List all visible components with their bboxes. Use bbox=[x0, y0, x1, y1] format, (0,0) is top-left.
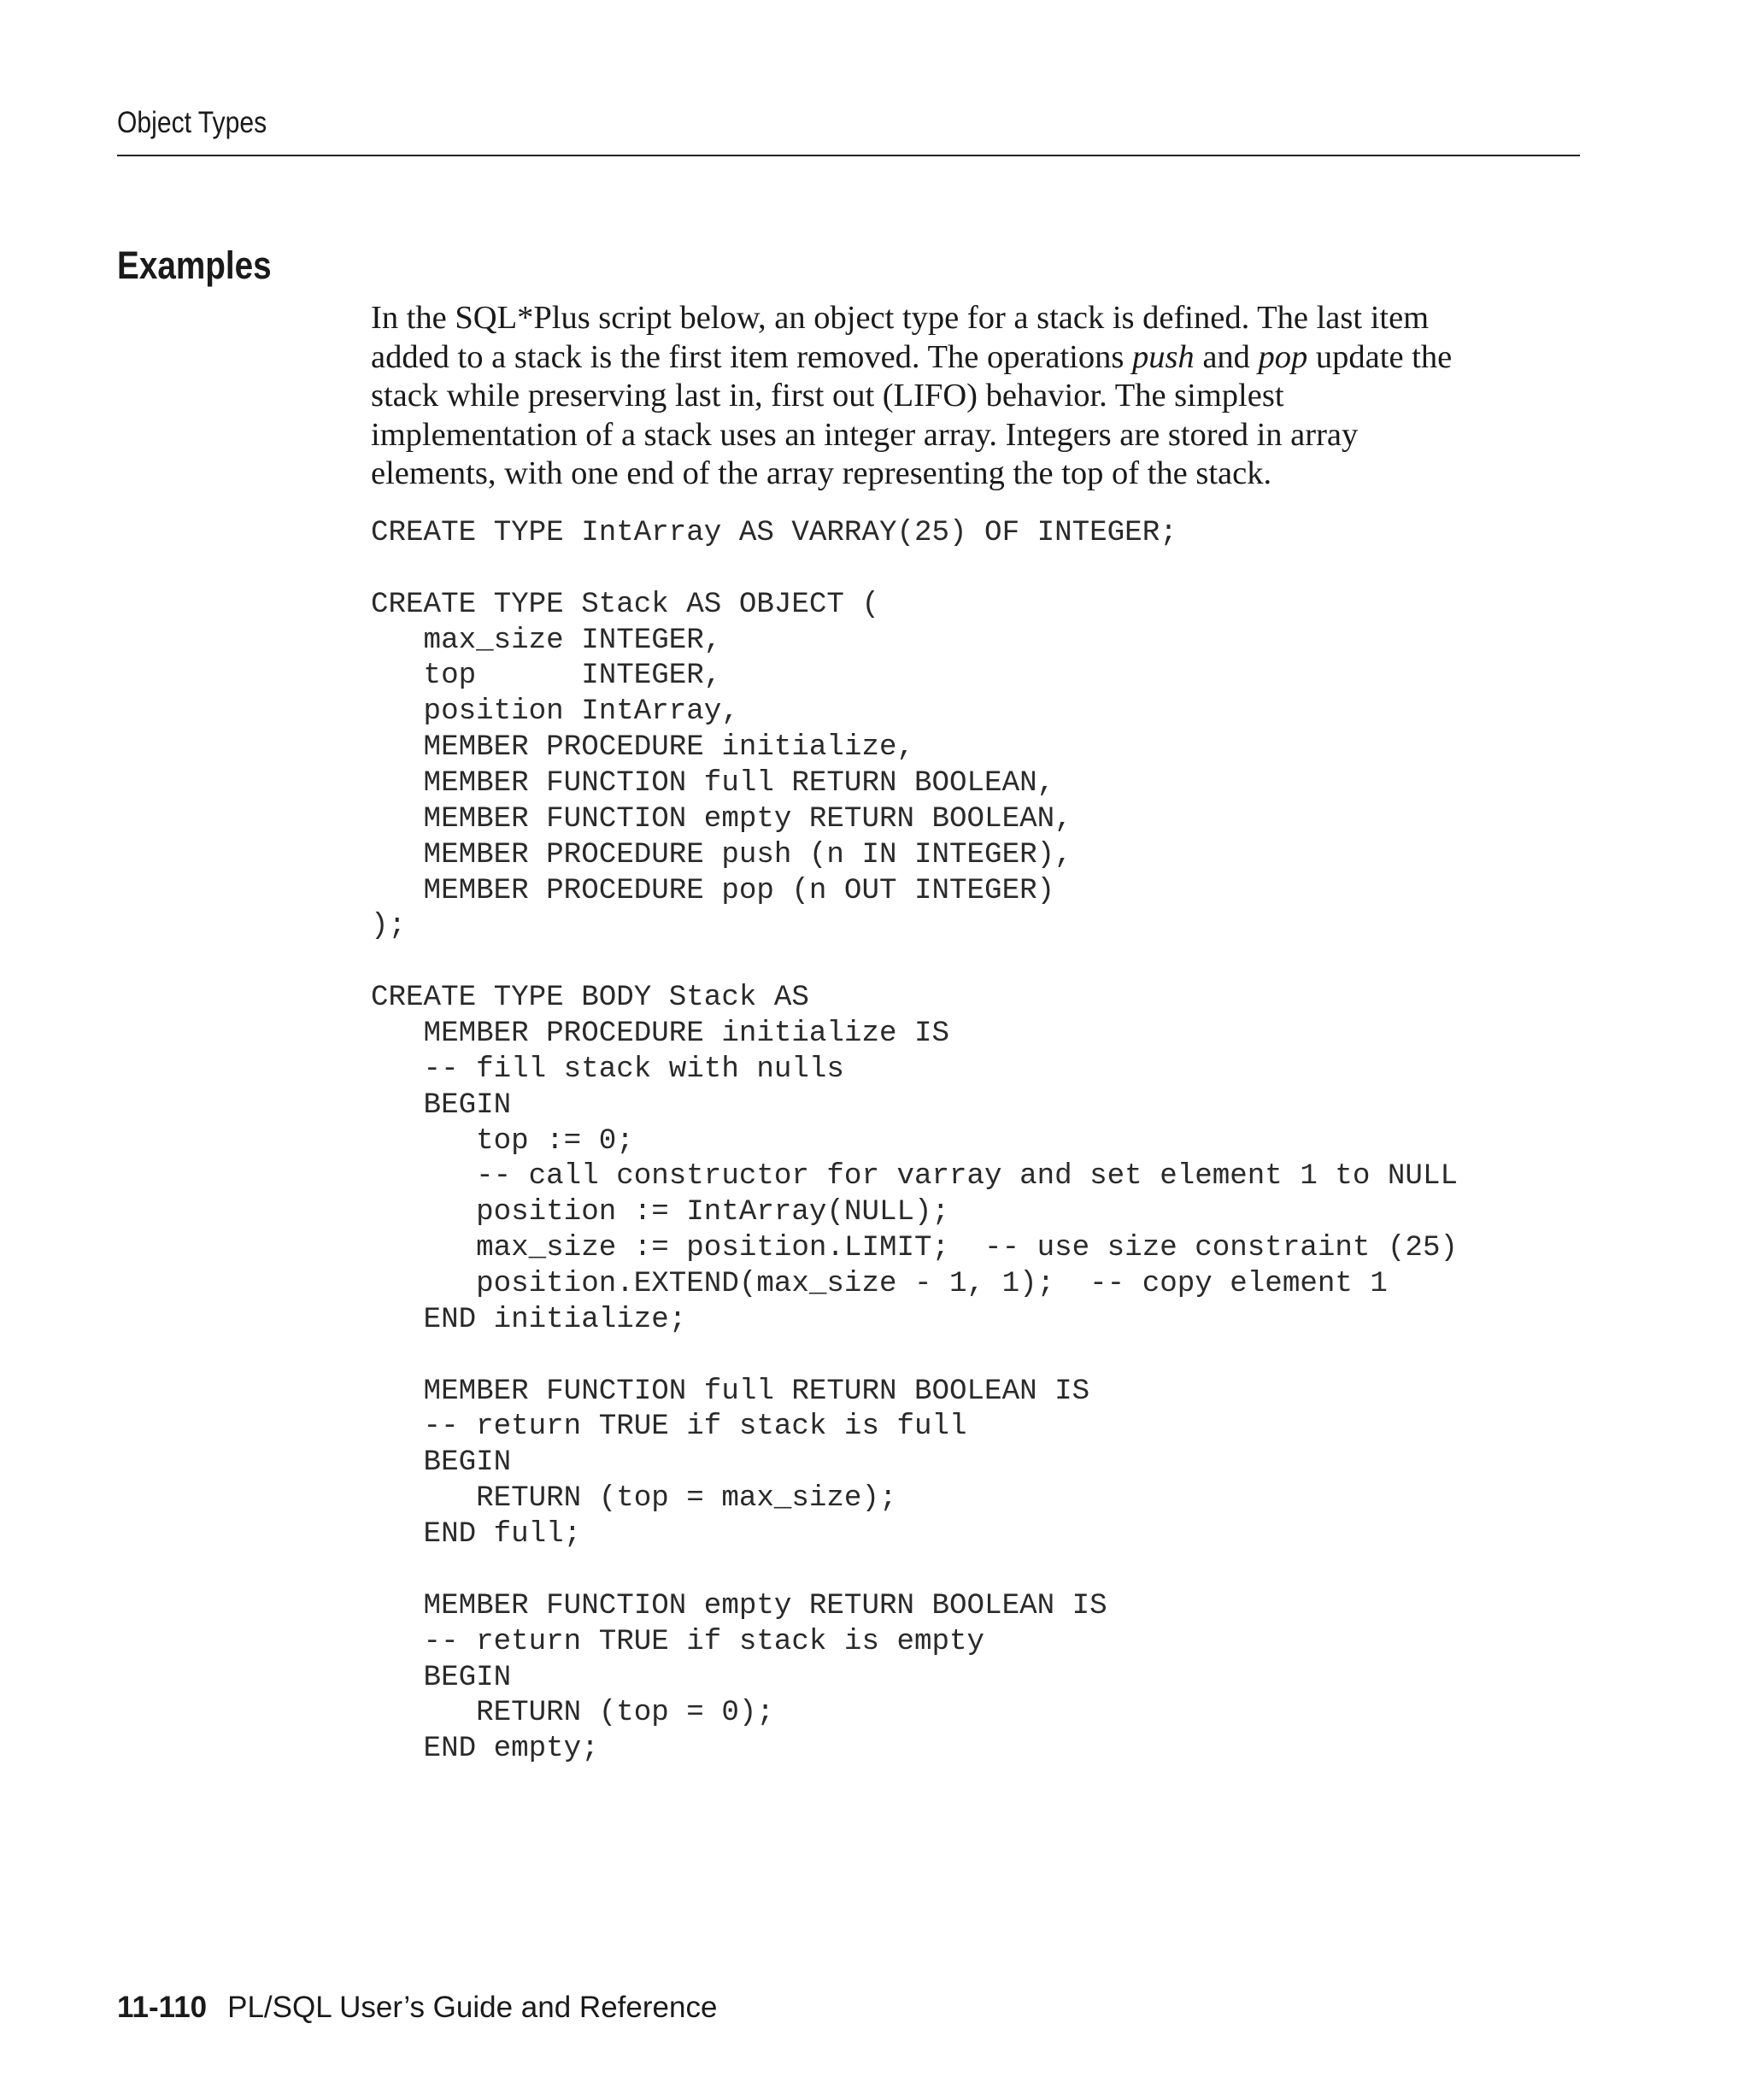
code-line: BEGIN bbox=[371, 1661, 512, 1694]
code-line: CREATE TYPE Stack AS OBJECT ( bbox=[371, 588, 879, 621]
code-line: position.EXTEND(max_size - 1, 1); -- copy element 1 bbox=[371, 1268, 1388, 1301]
section-heading: Examples bbox=[117, 243, 272, 287]
code-line: MEMBER PROCEDURE initialize, bbox=[371, 731, 914, 765]
code-line: top := 0; bbox=[371, 1124, 634, 1158]
code-line: position := IntArray(NULL); bbox=[371, 1196, 950, 1229]
code-line: max_size INTEGER, bbox=[371, 624, 722, 657]
code-line bbox=[371, 1553, 1458, 1589]
code-line: MEMBER PROCEDURE pop (n OUT INTEGER) bbox=[371, 874, 1055, 907]
code-line: ); bbox=[371, 910, 407, 943]
intro-line-1: In the SQL*Plus script below, an object type for a stack is defined. The last item bbox=[371, 300, 1430, 336]
code-line: MEMBER PROCEDURE push (n IN INTEGER), bbox=[371, 838, 1072, 871]
code-line: BEGIN bbox=[371, 1088, 512, 1122]
code-line: END initialize; bbox=[371, 1303, 687, 1336]
code-line: position IntArray, bbox=[371, 695, 739, 729]
code-line bbox=[371, 1339, 1458, 1375]
header-rule bbox=[117, 155, 1580, 156]
code-line: END full; bbox=[371, 1518, 582, 1552]
code-line: RETURN (top = 0); bbox=[371, 1697, 774, 1730]
page-number: 11-110 bbox=[117, 1991, 208, 2024]
intro-line-4: implementation of a stack uses an integer array. Integers are stored in array bbox=[371, 416, 1359, 453]
intro-line-5: elements, with one end of the array representing the top of the stack. bbox=[371, 455, 1272, 492]
code-line: END empty; bbox=[371, 1733, 599, 1766]
code-line: MEMBER FUNCTION empty RETURN BOOLEAN IS bbox=[371, 1589, 1107, 1622]
code-line: CREATE TYPE IntArray AS VARRAY(25) OF INTEGER; bbox=[371, 517, 1177, 549]
code-line: BEGIN bbox=[371, 1446, 512, 1480]
code-line: -- return TRUE if stack is empty bbox=[371, 1625, 985, 1658]
code-listing bbox=[371, 516, 1458, 1768]
code-line: MEMBER FUNCTION full RETURN BOOLEAN IS bbox=[371, 1375, 1090, 1408]
pop-term: pop bbox=[1258, 338, 1308, 375]
intro-line-2-and: and bbox=[1194, 338, 1259, 375]
code-line: RETURN (top = max_size); bbox=[371, 1482, 897, 1516]
code-line: max_size := position.LIMIT; -- use size constraint (25) bbox=[371, 1232, 1458, 1265]
code-line bbox=[371, 945, 1458, 981]
intro-line-2-end: update the bbox=[1307, 338, 1453, 375]
code-line: MEMBER FUNCTION empty RETURN BOOLEAN, bbox=[371, 802, 1072, 836]
push-term: push bbox=[1131, 338, 1195, 375]
code-line: top INTEGER, bbox=[371, 660, 722, 693]
code-line bbox=[371, 552, 1458, 588]
book-title: PL/SQL User’s Guide and Reference bbox=[227, 1991, 718, 2024]
intro-line-2-start: added to a stack is the first item removed. The operations bbox=[371, 338, 1132, 375]
intro-line-2 bbox=[371, 338, 1559, 378]
code-line: -- return TRUE if stack is full bbox=[371, 1411, 967, 1444]
page-footer bbox=[117, 1991, 717, 2025]
code-line: MEMBER FUNCTION full RETURN BOOLEAN, bbox=[371, 767, 1055, 801]
code-line: -- call constructor for varray and set element 1 to NULL bbox=[371, 1160, 1458, 1194]
code-line: MEMBER PROCEDURE initialize IS bbox=[371, 1018, 950, 1051]
code-line: -- fill stack with nulls bbox=[371, 1053, 844, 1086]
code-line: CREATE TYPE BODY Stack AS bbox=[371, 982, 809, 1015]
intro-paragraph bbox=[371, 299, 1559, 494]
running-header: Object Types bbox=[117, 106, 267, 139]
intro-line-3: stack while preserving last in, first out (LIFO) behavior. The simplest bbox=[371, 378, 1284, 414]
